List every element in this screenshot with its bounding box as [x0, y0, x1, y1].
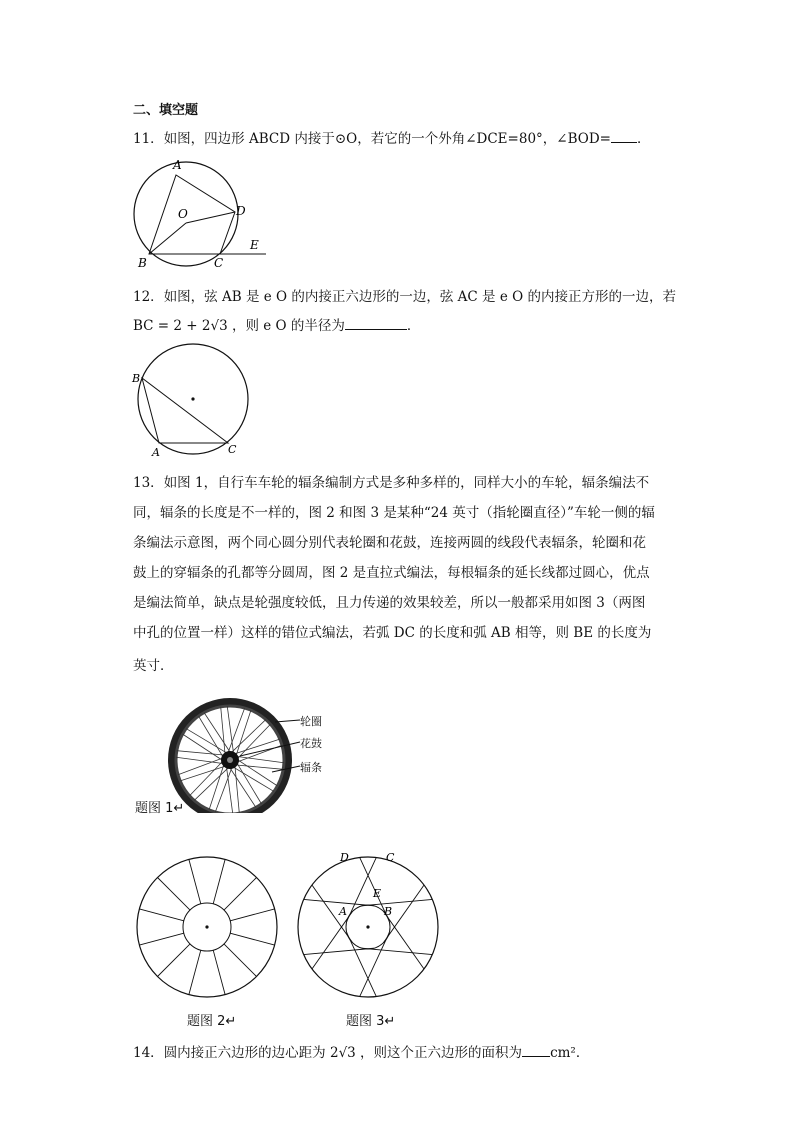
point-label-c: C: [386, 851, 395, 864]
label-rim: 轮圈: [300, 715, 322, 728]
question-number: 12．: [133, 289, 164, 305]
point-label-b: B: [384, 905, 393, 918]
point-label-b: B: [132, 372, 141, 385]
spoke-line: [384, 911, 424, 969]
question-end: cm²．: [550, 1045, 590, 1061]
point-label-d: D: [340, 851, 349, 864]
question-14-text: [133, 1040, 589, 1066]
label-hub: 花鼓: [300, 737, 322, 750]
spoke-line: [139, 909, 183, 921]
figure-q11: [130, 155, 270, 270]
spoke-line: [312, 911, 352, 969]
question-13-line-5: 是编法简单，缺点是轮强度较低，且力传递的效果较差，所以一般都采用如图 3（两图: [133, 595, 646, 611]
spoke-line: [347, 933, 377, 997]
spoke-line: [189, 950, 201, 994]
section-title: 二、填空题: [133, 103, 199, 118]
spoke-line: [230, 909, 274, 921]
question-end: ．: [636, 131, 651, 147]
question-13-line-2: 同，辐条的长度是不一样的，图 2 和图 3 是某种“24 英寸（指轮圈直径）”车轮一侧的辐: [133, 505, 655, 521]
answer-blank[interactable]: [611, 128, 637, 143]
question-11-text: [133, 126, 650, 152]
point-label-a: A: [339, 905, 347, 918]
caption-figure-1: 题图 1↵: [135, 801, 185, 816]
question-body: 如图 1，自行车车轮的辐条编制方式是多种多样的，同样大小的车轮，辐条编法不: [163, 475, 650, 491]
spoke-line: [360, 933, 390, 997]
question-body: 圆内接正六边形的边心距为 2√3 ，则这个正六边形的面积为: [163, 1045, 523, 1061]
question-13-line-1: [133, 470, 649, 496]
spoke-line: [347, 857, 377, 921]
point-label-d: D: [236, 204, 246, 218]
label-spoke: 辐条: [300, 761, 322, 774]
spoke-line: [139, 933, 183, 945]
answer-blank[interactable]: [345, 315, 407, 330]
point-label-a: A: [152, 446, 160, 459]
point-label-e: E: [250, 238, 259, 252]
question-13-line-7: 英寸．: [133, 658, 174, 674]
question-end: ．: [406, 318, 421, 334]
spoke-line: [230, 933, 274, 945]
point-label-e: E: [373, 887, 382, 900]
question-number: 11．: [133, 131, 164, 147]
spoke-line: [304, 948, 374, 954]
spoke-line: [362, 899, 432, 905]
caption-figure-2: 题图 2↵: [187, 1014, 237, 1029]
spoke-line: [213, 950, 225, 994]
point-label-c: C: [214, 256, 224, 270]
spoke-line: [158, 878, 191, 911]
answer-blank[interactable]: [522, 1042, 550, 1057]
caption-figure-3: 题图 3↵: [346, 1014, 396, 1029]
figure-q12: [128, 342, 258, 462]
point-label-b: B: [138, 256, 147, 270]
spoke-line: [158, 944, 191, 977]
spoke-line: [224, 878, 257, 911]
spoke-line: [224, 944, 257, 977]
question-12-line-2: [133, 313, 420, 339]
question-13-line-3: 条编法示意图，两个同心圆分别代表轮圈和花鼓，连接两圆的线段代表辐条，轮圈和花: [133, 535, 646, 551]
spoke-line: [213, 859, 225, 903]
point-label-c: C: [228, 443, 237, 456]
spoke-line: [362, 948, 432, 954]
question-body: 如图，四边形 ABCD 内接于⊙O，若它的一个外角∠DCE=80°，∠BOD=: [163, 131, 611, 147]
question-number: 13．: [133, 475, 164, 491]
question-body: BC = 2 + 2√3 ，则 e O 的半径为: [133, 318, 345, 334]
point-label-a: A: [173, 158, 182, 172]
point-label-o: O: [178, 207, 188, 221]
question-13-line-6: 中孔的位置一样）这样的错位式编法，若弧 DC 的长度和弧 AB 相等，则 BE 的长度为: [133, 625, 652, 641]
question-12-line-1: [133, 284, 676, 310]
question-13-line-4: 鼓上的穿辐条的孔都等分圆周，图 2 是直拉式编法，每根辐条的延长线都过圆心，优点: [133, 565, 650, 581]
question-body: 如图，弦 AB 是 e O 的内接正六边形的一边，弦 AC 是 e O 的内接正方形的一边，若: [163, 289, 676, 305]
question-number: 14．: [133, 1045, 164, 1061]
figure-3-crossed-spokes: [296, 851, 441, 1000]
figure-2-radial-spokes: [135, 855, 280, 1000]
spoke-line: [189, 859, 201, 903]
